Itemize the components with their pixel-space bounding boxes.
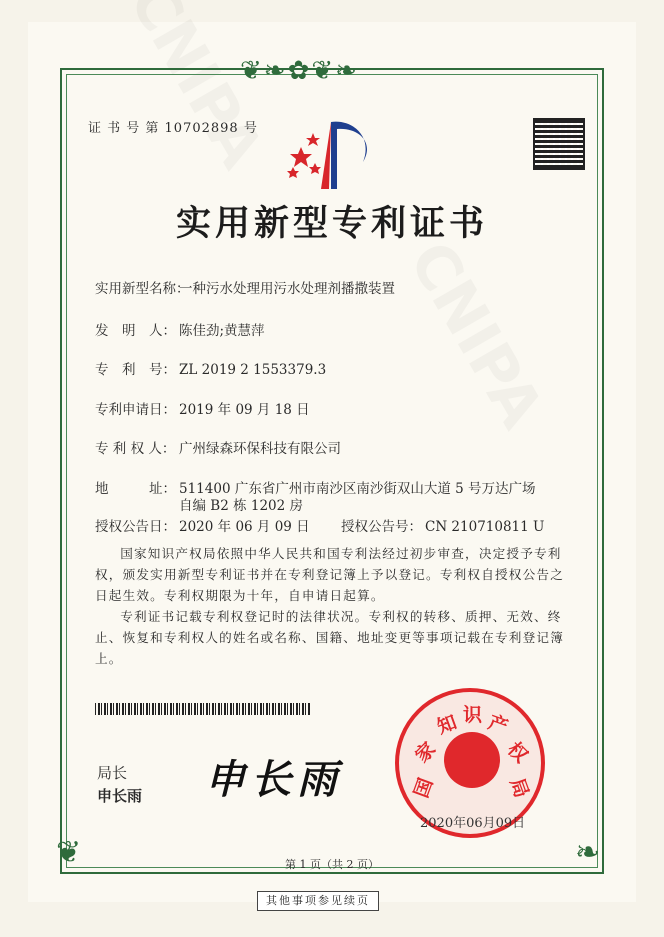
field-label: 专 利 号：: [95, 362, 176, 378]
field-value: 陈佳劲;黄慧萍: [179, 323, 265, 339]
field-value: 广州绿森环保科技有限公司: [179, 441, 341, 457]
field-label: 专 利 权 人：: [95, 441, 176, 457]
qr-code: [533, 118, 585, 170]
national-emblem-icon: [444, 732, 500, 788]
field-label: 授权公告日：: [95, 519, 176, 535]
field-label: 专利申请日：: [95, 402, 176, 418]
field-patentee: [95, 437, 341, 457]
field-utility-model-name: [95, 277, 395, 297]
field-value: 一种污水处理用污水处理剂播撒装置: [179, 281, 395, 297]
field-inventors: [95, 319, 265, 339]
paragraph: 国家知识产权局依照中华人民共和国专利法经过初步审查，决定授予专利权，颁发实用新型专利证书并在专利登记簿上予以登记。专利权自授权公告之日起生效。专利权期限为十年，自申请日起算。: [95, 546, 564, 603]
signature: 申长雨: [205, 756, 343, 803]
field-grant-number: [341, 515, 544, 535]
continued-note: 其他事项参见续页: [257, 891, 379, 911]
director-name: 申长雨: [97, 787, 143, 805]
cnipa-logo-icon: [283, 117, 383, 192]
corner-ornament-icon: ❦: [56, 835, 82, 870]
field-grant-date: [95, 515, 310, 535]
top-ornament-icon: ❦❧✿❦❧: [240, 56, 359, 86]
field-address: [95, 477, 536, 497]
barcode: [95, 703, 310, 715]
document-title: 实用新型专利证书: [175, 204, 488, 244]
field-label: 授权公告号：: [341, 519, 422, 535]
field-value: 511400 广东省广州市南沙区南沙街双山大道 5 号万达广场: [179, 481, 536, 497]
field-label: 实用新型名称：: [95, 281, 190, 297]
director-title: 局长: [97, 764, 128, 782]
seal-date: 2020年06月09日: [420, 816, 526, 831]
corner-ornament-icon: ❧: [575, 835, 601, 870]
field-label: 地 址：: [95, 481, 176, 497]
legal-text: [95, 543, 575, 669]
official-seal: 国 家 知 识 产 权 局: [395, 688, 545, 838]
page-indicator: 第 1 页（共 2 页）: [285, 858, 379, 871]
paragraph: 专利证书记载专利权登记时的法律状况。专利权的转移、质押、无效、终止、恢复和专利权人的姓名或名称、国籍、地址变更等事项记载在专利登记簿上。: [95, 609, 564, 666]
field-application-date: [95, 398, 310, 418]
field-label: 发 明 人：: [95, 323, 176, 339]
field-value: CN 210710811 U: [425, 519, 545, 535]
field-value: 2020 年 06 月 09 日: [179, 519, 310, 535]
field-patent-number: [95, 358, 326, 378]
certificate-number: 证 书 号 第 10702898 号: [88, 121, 258, 136]
field-value: ZL 2019 2 1553379.3: [179, 362, 327, 378]
field-address-line2: 自编 B2 栋 1202 房: [179, 498, 304, 514]
field-value: 2019 年 09 月 18 日: [179, 402, 310, 418]
